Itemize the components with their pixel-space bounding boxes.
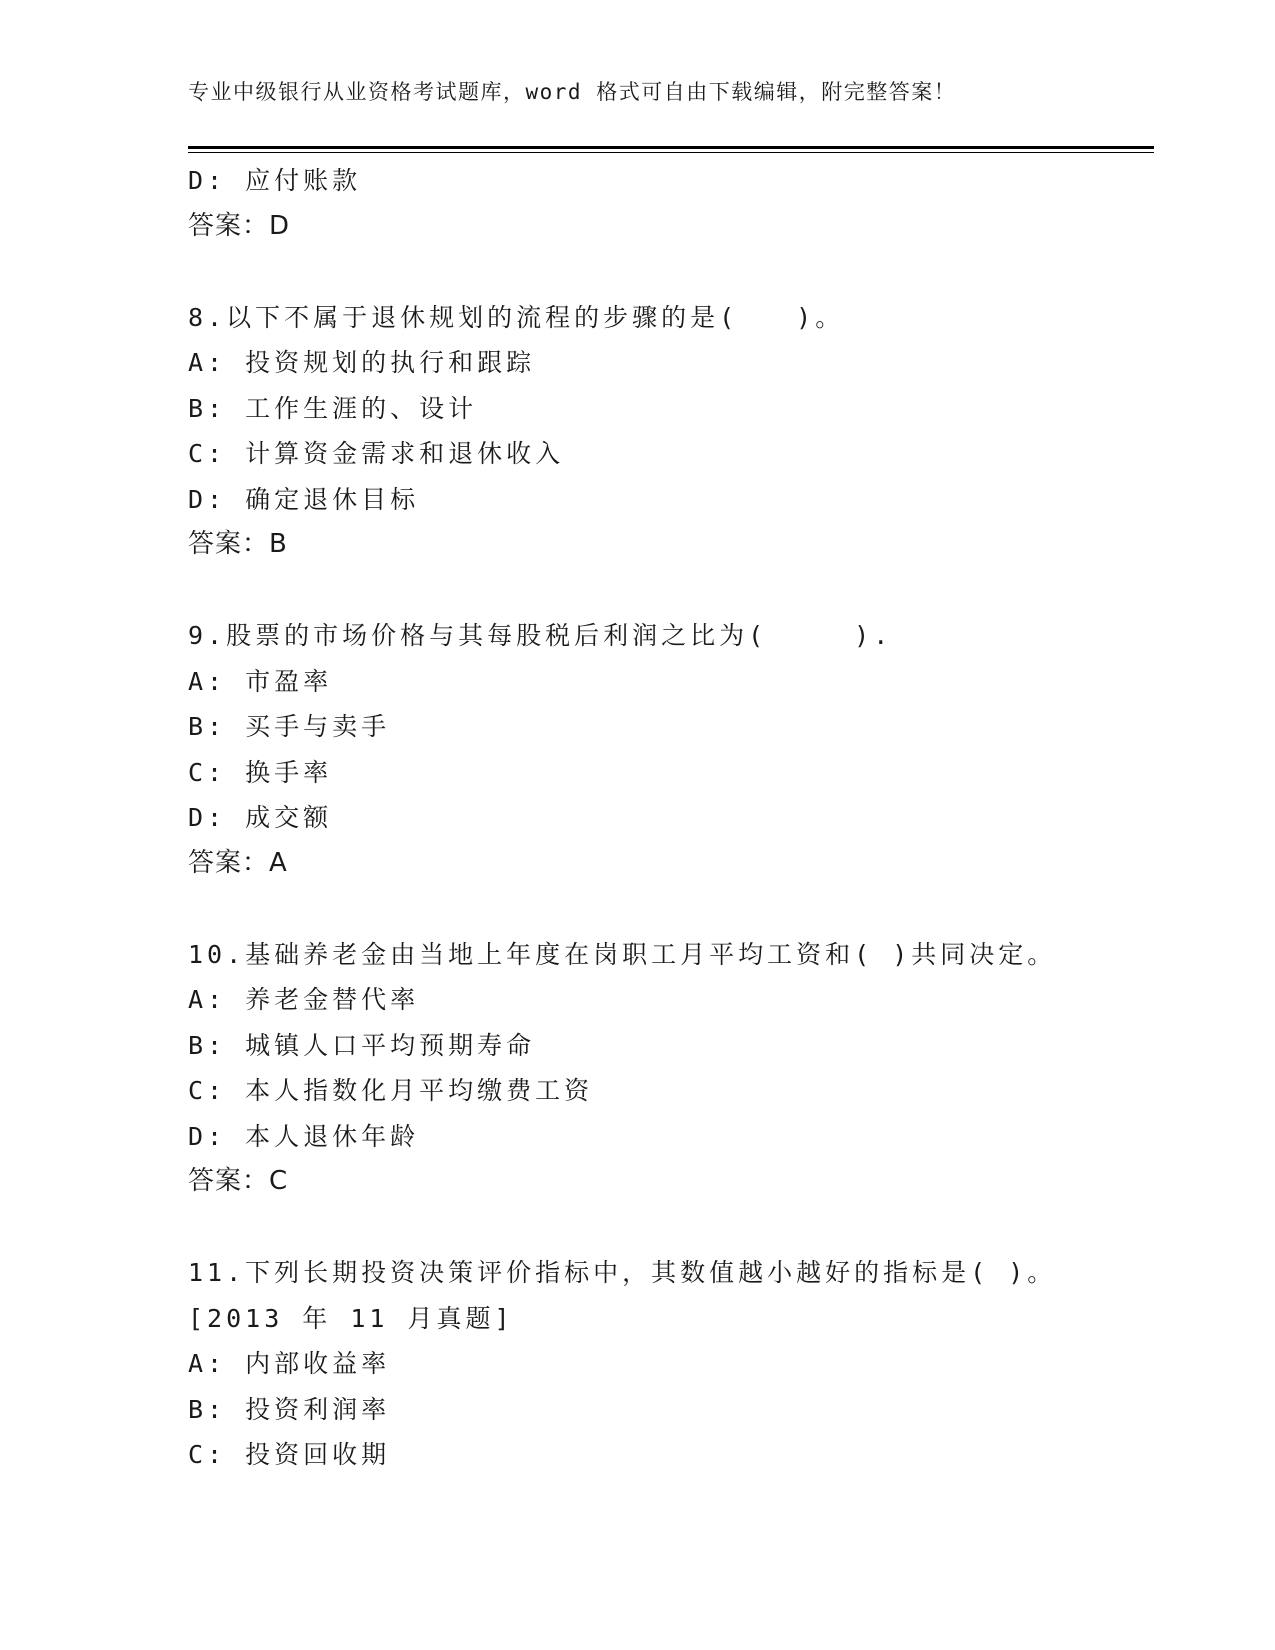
answer-line: 答案：B — [188, 529, 288, 559]
option-line: A: 市盈率 — [188, 666, 333, 696]
question-line: 11.下列长期投资决策评价指标中，其数值越小越好的指标是( )。 — [188, 1258, 1057, 1287]
option-line: D: 应付账款 — [188, 166, 362, 195]
question-line: 8.以下不属于退休规划的流程的步骤的是( )。 — [188, 302, 845, 332]
option-line: D: 确定退休目标 — [188, 484, 420, 514]
option-line: C: 计算资金需求和退休收入 — [188, 439, 565, 468]
blank-line — [188, 886, 1154, 932]
option-line: A: 内部收益率 — [188, 1349, 391, 1378]
answer-line: 答案：C — [188, 1166, 289, 1196]
option-line: C: 换手率 — [188, 757, 333, 787]
blank-line — [188, 568, 1154, 614]
option-line: C: 本人指数化月平均缴费工资 — [188, 1076, 594, 1105]
blank-line — [188, 249, 1154, 295]
header-divider-thin — [188, 152, 1154, 153]
answer-line: 答案：A — [188, 847, 288, 878]
option-line: A: 投资规划的执行和跟踪 — [188, 348, 536, 377]
option-line: B: 投资利润率 — [188, 1394, 391, 1424]
option-line: B: 工作生涯的、设计 — [188, 393, 478, 423]
option-line: B: 城镇人口平均预期寿命 — [188, 1030, 536, 1060]
question-content — [188, 158, 1154, 1478]
header-divider-thick — [188, 146, 1154, 149]
question-line: 9.股票的市场价格与其每股税后利润之比为( ). — [188, 621, 893, 650]
option-line: C: 投资回收期 — [188, 1440, 391, 1469]
option-line: D: 成交额 — [188, 803, 333, 832]
page-header: 专业中级银行从业资格考试题库，word 格式可自由下载编辑，附完整答案！ — [188, 80, 957, 104]
option-line: D: 本人退休年龄 — [188, 1121, 420, 1151]
blank-line — [188, 1205, 1154, 1251]
answer-line: 答案：D — [188, 210, 291, 241]
question-line: 10.基础养老金由当地上年度在岗职工月平均工资和( )共同决定。 — [188, 939, 1057, 969]
option-line: B: 买手与卖手 — [188, 712, 391, 741]
option-line: A: 养老金替代率 — [188, 985, 420, 1014]
text-line: [2013 年 11 月真题] — [188, 1303, 514, 1333]
